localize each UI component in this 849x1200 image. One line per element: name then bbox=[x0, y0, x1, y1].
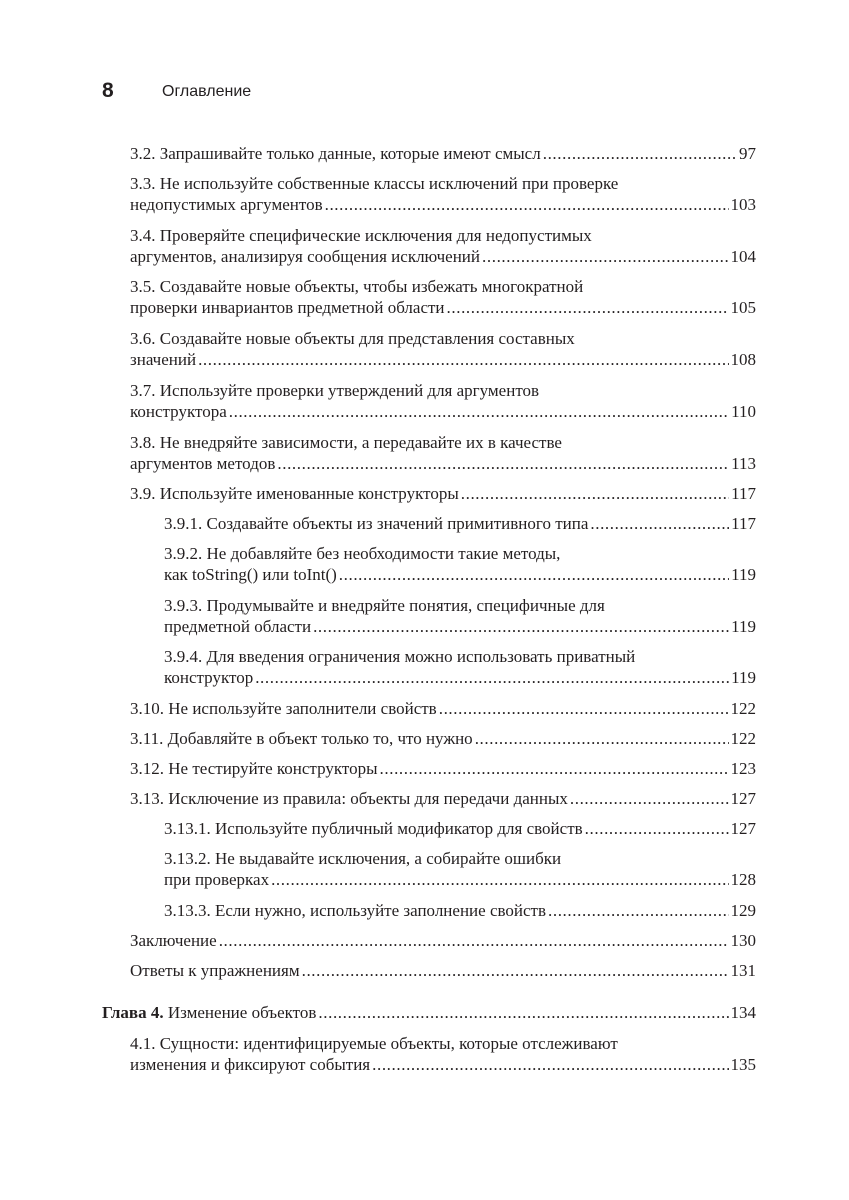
toc-entry bbox=[130, 483, 756, 504]
toc-entry bbox=[164, 818, 756, 839]
toc-page-number: 122 bbox=[730, 699, 756, 718]
toc-page-number: 119 bbox=[731, 565, 756, 584]
toc-page-number: 113 bbox=[731, 454, 756, 473]
dot-leader bbox=[313, 616, 729, 637]
toc-entry-text: 3.9.4. Для введения ограничения можно использовать приватный bbox=[164, 647, 636, 666]
toc-entry-text: 3.12. Не тестируйте конструкторы bbox=[130, 759, 378, 778]
toc-page-number: 119 bbox=[731, 617, 756, 636]
toc-page-number: 131 bbox=[730, 961, 756, 980]
toc-entry bbox=[164, 513, 756, 534]
toc-entry bbox=[130, 698, 756, 719]
dot-leader bbox=[447, 297, 729, 318]
toc-page-number: 128 bbox=[730, 870, 756, 889]
dot-leader bbox=[439, 698, 729, 719]
dot-leader bbox=[325, 194, 729, 215]
toc-page-number: 119 bbox=[731, 668, 756, 687]
dot-leader bbox=[570, 788, 729, 809]
toc-entry bbox=[164, 595, 756, 637]
toc-entry-text: значений bbox=[130, 350, 197, 369]
dot-leader bbox=[302, 960, 729, 981]
dot-leader bbox=[277, 453, 729, 474]
toc-page-number: 105 bbox=[730, 298, 756, 317]
toc-entry bbox=[164, 848, 756, 890]
toc-page-number: 134 bbox=[730, 1003, 756, 1022]
dot-leader bbox=[198, 349, 728, 370]
toc-entry bbox=[130, 930, 756, 951]
toc-entry-text: 3.9.1. Создавайте объекты из значений примитивного типа bbox=[164, 514, 589, 533]
toc-entry-text: 3.4. Проверяйте специфические исключения для недопустимых bbox=[130, 226, 592, 245]
toc-entry-text: 3.5. Создавайте новые объекты, чтобы избежать многократной bbox=[130, 277, 584, 296]
toc-page-number: 127 bbox=[730, 789, 756, 808]
toc-entry-text: 3.13.3. Если нужно, используйте заполнение свойств bbox=[164, 901, 546, 920]
toc-entry-text: 3.6. Создавайте новые объекты для представления составных bbox=[130, 329, 575, 348]
toc-entry bbox=[130, 143, 756, 164]
toc-entry-text: 3.10. Не используйте заполнители свойств bbox=[130, 699, 437, 718]
toc-entry-text: изменения и фиксируют события bbox=[130, 1055, 371, 1074]
toc-entry-text: как toString() или toInt() bbox=[164, 565, 337, 584]
toc-entry bbox=[164, 646, 756, 688]
toc-entry-text: аргументов методов bbox=[130, 454, 276, 473]
toc-entry bbox=[130, 728, 756, 749]
toc-entry-text: Ответы к упражнениям bbox=[130, 961, 300, 980]
toc-page-number: 127 bbox=[730, 819, 756, 838]
dot-leader bbox=[318, 1002, 728, 1023]
toc-entry-text: 3.13.2. Не выдавайте исключения, а собирайте ошибки bbox=[164, 849, 562, 868]
toc-entry-text: 3.13. Исключение из правила: объекты для передачи данных bbox=[130, 789, 568, 808]
dot-leader bbox=[339, 564, 729, 585]
dot-leader bbox=[475, 728, 729, 749]
toc-entry bbox=[130, 225, 756, 267]
running-title: Оглавление bbox=[162, 83, 252, 100]
toc-page-number: 108 bbox=[730, 350, 756, 369]
toc-entry-text: 3.9.2. Не добавляйте без необходимости такие методы, bbox=[164, 544, 561, 563]
dot-leader bbox=[229, 401, 729, 422]
toc-entry-text: 4.1. Сущности: идентифицируемые объекты, которые отслеживают bbox=[130, 1034, 618, 1053]
toc-entry bbox=[130, 380, 756, 422]
dot-leader bbox=[543, 143, 737, 164]
toc-page-number: 130 bbox=[730, 931, 756, 950]
toc-entry-text: 3.9. Используйте именованные конструкторы bbox=[130, 484, 459, 503]
page-number: 8 bbox=[102, 79, 114, 102]
dot-leader bbox=[372, 1054, 728, 1075]
toc-page-number: 123 bbox=[730, 759, 756, 778]
toc-entry-text: 3.13.1. Используйте публичный модификатор для свойств bbox=[164, 819, 583, 838]
toc-entry bbox=[130, 432, 756, 474]
dot-leader bbox=[585, 818, 729, 839]
toc-chapter-entry bbox=[102, 1002, 756, 1023]
toc-entry bbox=[130, 276, 756, 318]
toc-page-number: 110 bbox=[731, 402, 756, 421]
toc-page-number: 97 bbox=[739, 144, 756, 163]
toc-entry bbox=[130, 960, 756, 981]
dot-leader bbox=[380, 758, 729, 779]
toc-entry bbox=[164, 543, 756, 585]
toc-entry bbox=[164, 900, 756, 921]
chapter-label: Глава 4. bbox=[102, 1003, 164, 1022]
dot-leader bbox=[271, 869, 728, 890]
toc-entry bbox=[130, 1033, 756, 1075]
toc-entry-text: конструктора bbox=[130, 402, 227, 421]
toc-entry-text: проверки инвариантов предметной области bbox=[130, 298, 445, 317]
toc-entry-text: Заключение bbox=[130, 931, 217, 950]
dot-leader bbox=[548, 900, 729, 921]
toc-entry-text: 3.11. Добавляйте в объект только то, что нужно bbox=[130, 729, 473, 748]
toc-page-number: 117 bbox=[731, 484, 756, 503]
toc-page-number: 122 bbox=[730, 729, 756, 748]
toc-entry-text: 3.2. Запрашивайте только данные, которые имеют смысл bbox=[130, 144, 541, 163]
dot-leader bbox=[255, 667, 729, 688]
toc-page-number: 103 bbox=[730, 195, 756, 214]
dot-leader bbox=[461, 483, 729, 504]
toc-page-number: 129 bbox=[730, 901, 756, 920]
toc-entry bbox=[130, 173, 756, 215]
toc-entry-text: конструктор bbox=[164, 668, 254, 687]
toc-entry-text: при проверках bbox=[164, 870, 270, 889]
toc-entry-text: недопустимых аргументов bbox=[130, 195, 323, 214]
toc-entry-text: 3.3. Не используйте собственные классы исключений при проверке bbox=[130, 174, 619, 193]
dot-leader bbox=[590, 513, 729, 534]
toc-entry bbox=[130, 788, 756, 809]
toc-entry-text: 3.9.3. Продумывайте и внедряйте понятия, специфичные для bbox=[164, 596, 605, 615]
toc-entry-text: аргументов, анализируя сообщения исключений bbox=[130, 247, 481, 266]
toc-entry-text: Изменение объектов bbox=[167, 1003, 317, 1022]
toc-entry-text: 3.7. Используйте проверки утверждений для аргументов bbox=[130, 381, 540, 400]
toc-entry bbox=[130, 758, 756, 779]
toc-entry-text: предметной области bbox=[164, 617, 312, 636]
toc-page-number: 117 bbox=[731, 514, 756, 533]
dot-leader bbox=[482, 246, 728, 267]
toc-page-number: 104 bbox=[730, 247, 756, 266]
toc-entry-text: 3.8. Не внедряйте зависимости, а передавайте их в качестве bbox=[130, 433, 562, 452]
dot-leader bbox=[219, 930, 729, 951]
toc-page-number: 135 bbox=[730, 1055, 756, 1074]
toc-entry bbox=[130, 328, 756, 370]
